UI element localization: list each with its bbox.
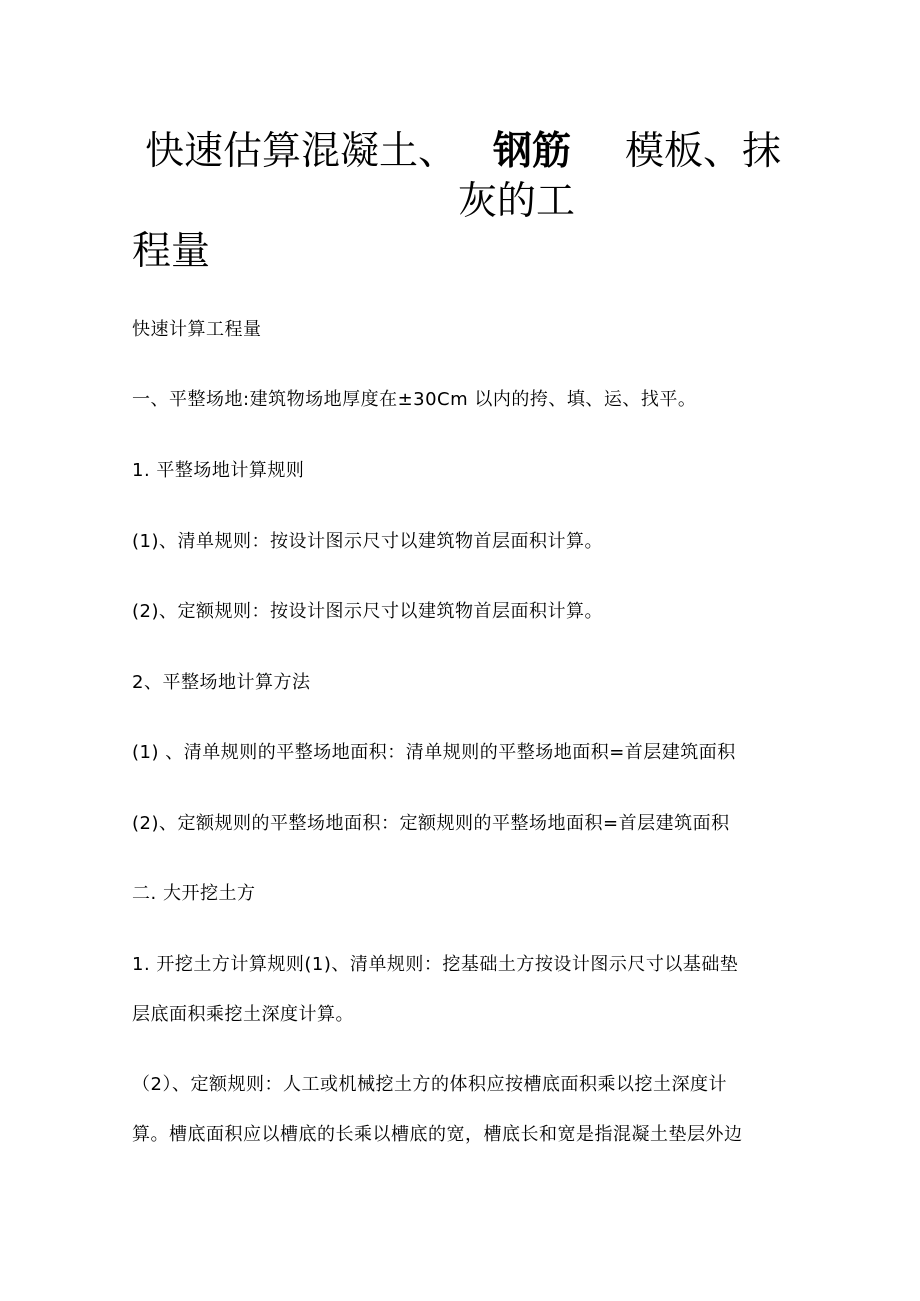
paragraph-method-2-item-1: (1) 、清单规则的平整场地面积：清单规则的平整场地面积=首层建筑面积 [132,742,736,763]
paragraph-rule-1: 1. 平整场地计算规则 [132,460,305,481]
paragraph-method-2-item-2: (2)、定额规则的平整场地面积：定额规则的平整场地面积=首层建筑面积 [132,813,730,834]
paragraph-quota-rule-line-1: （2）、定额规则：人工或机械挖土方的体积应按槽底面积乘以挖土深度计 [132,1074,727,1095]
document-title-line-3: 程量 [132,229,211,274]
paragraph-rule-1-item-1: (1)、清单规则：按设计图示尺寸以建筑物首层面积计算。 [132,531,603,552]
paragraph-section-2: 二. 大开挖土方 [132,883,256,904]
title-segment-1: 快速估算混凝土、 [145,129,458,174]
title-segment-3: 模板、抹 [625,129,782,174]
paragraph-excavation-rule-line-1: 1. 开挖土方计算规则(1)、清单规则：挖基础土方按设计图示尺寸以基础垫 [132,954,739,975]
title-segment-2-bold: 钢筋 [493,129,572,174]
document-title-line-2: 灰的工 [458,179,576,224]
paragraph-method-2: 2、平整场地计算方法 [132,672,311,693]
paragraph-excavation-rule-line-2: 层底面积乘挖土深度计算。 [132,1004,354,1025]
paragraph-section-1: 一、平整场地:建筑物场地厚度在±30Cm 以内的挎、填、运、找平。 [132,389,697,410]
document-title-line-1 [145,130,781,174]
paragraph-rule-1-item-2: (2)、定额规则：按设计图示尺寸以建筑物首层面积计算。 [132,601,603,622]
paragraph-heading-quick-calc: 快速计算工程量 [132,319,262,340]
paragraph-quota-rule-line-2: 算。槽底面积应以槽底的长乘以槽底的宽，槽底长和宽是指混凝土垫层外边 [132,1124,743,1145]
